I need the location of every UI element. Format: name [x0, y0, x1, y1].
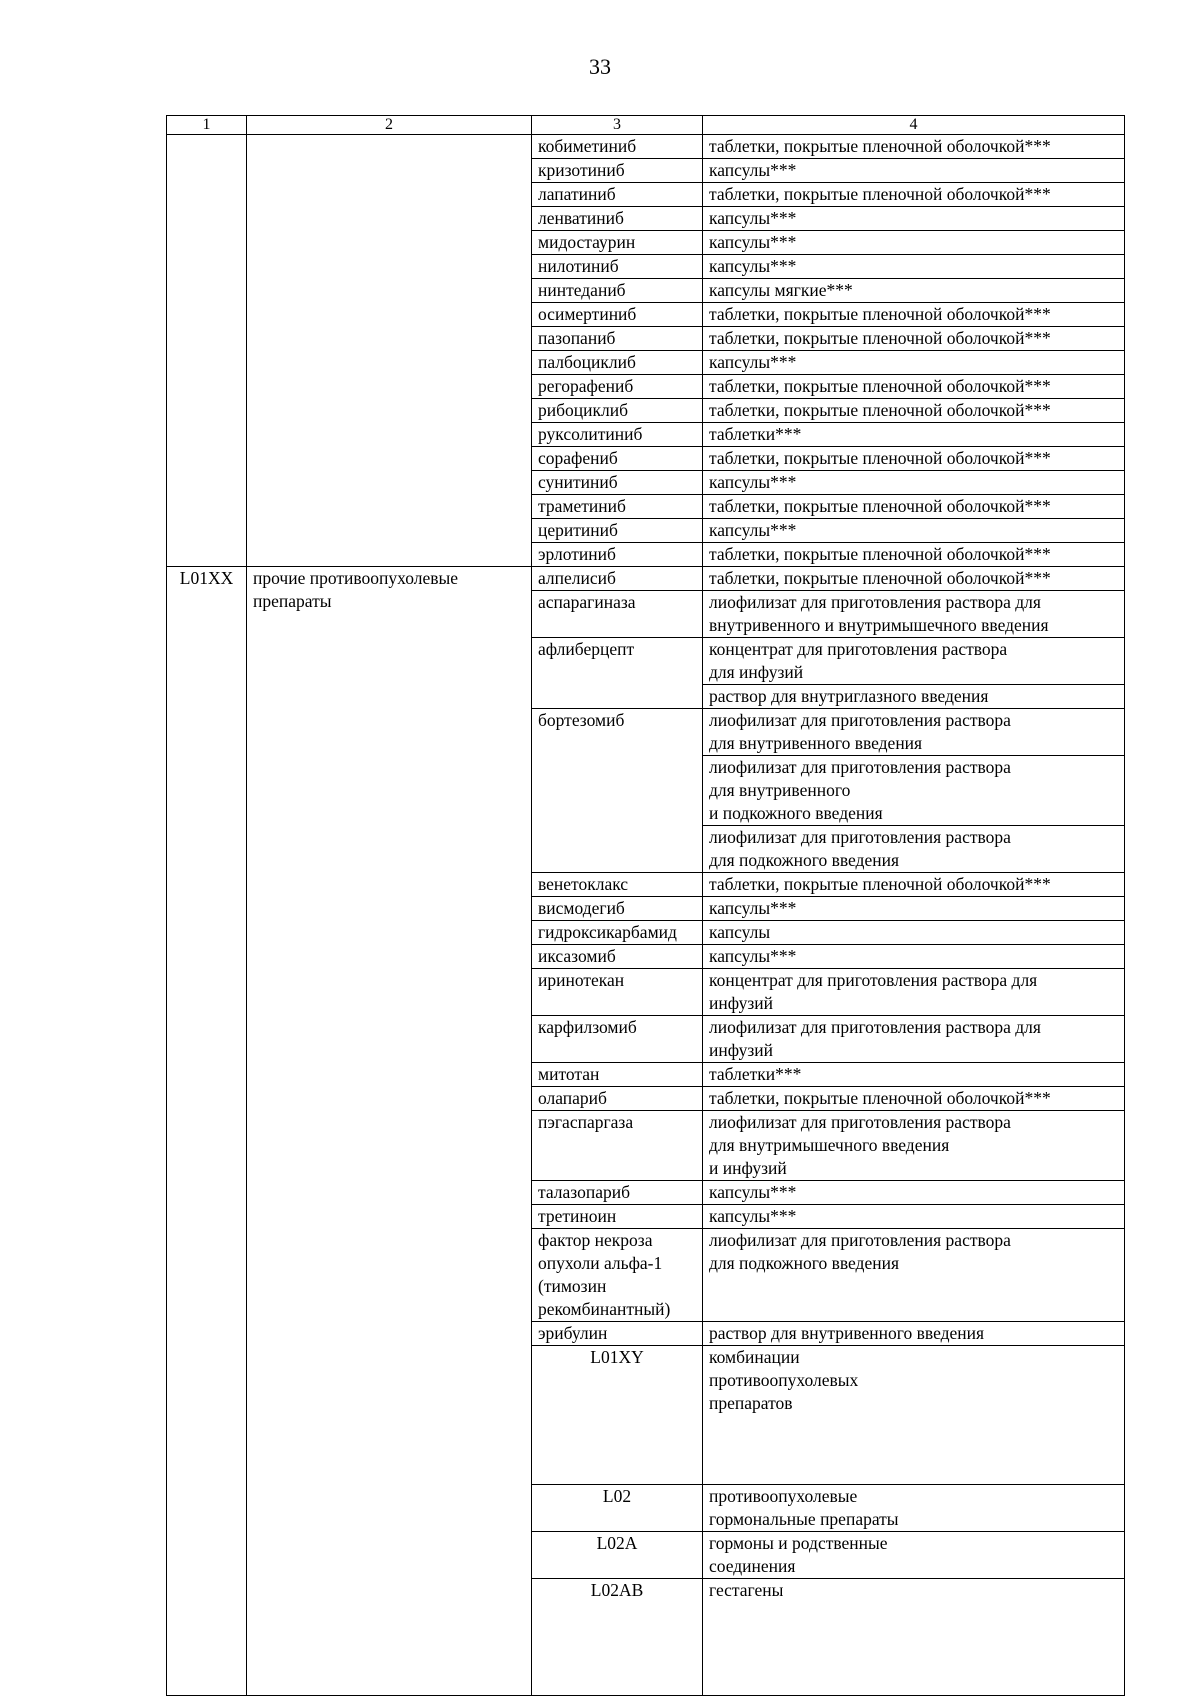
- dosage-form-cell: таблетки***: [703, 423, 1125, 447]
- dosage-form-cell: капсулы мягкие***: [703, 279, 1125, 303]
- dosage-form-cell: лиофилизат для приготовления раствора для внутривенного и подкожного введения: [703, 756, 1125, 826]
- medication-table: [166, 115, 1125, 1696]
- drug-name-cell: мидостаурин: [532, 231, 703, 255]
- dosage-form-cell: раствор для внутривенного введения: [703, 1322, 1125, 1346]
- drug-name-cell: пазопаниб: [532, 327, 703, 351]
- drug-name-cell: венетоклакс: [532, 873, 703, 897]
- drug-name-cell: эрибулин: [532, 1322, 703, 1346]
- group-name-cell: противоопухолевые гормональные препараты: [703, 1485, 1125, 1532]
- drug-name-cell: карфилзомиб: [532, 1016, 703, 1063]
- dosage-form-cell: капсулы***: [703, 159, 1125, 183]
- column-header: 1: [167, 116, 247, 135]
- dosage-form-cell: таблетки, покрытые пленочной оболочкой***: [703, 873, 1125, 897]
- drug-name-cell: регорафениб: [532, 375, 703, 399]
- group-name-cell: гормоны и родственные соединения: [703, 1532, 1125, 1579]
- dosage-form-cell: капсулы***: [703, 519, 1125, 543]
- group-name-cell: гестагены: [703, 1579, 1125, 1696]
- table-row: [167, 567, 1125, 591]
- dosage-form-cell: лиофилизат для приготовления раствора для внутривенного и внутримышечного введения: [703, 591, 1125, 638]
- dosage-form-cell: таблетки, покрытые пленочной оболочкой***: [703, 183, 1125, 207]
- drug-name-cell: кризотиниб: [532, 159, 703, 183]
- atc-code-cell: L01XY: [532, 1346, 703, 1485]
- drug-name-cell: иринотекан: [532, 969, 703, 1016]
- drug-name-cell: гидроксикарбамид: [532, 921, 703, 945]
- drug-name-cell: траметиниб: [532, 495, 703, 519]
- dosage-form-cell: капсулы: [703, 921, 1125, 945]
- drug-name-cell: аспарагиназа: [532, 591, 703, 638]
- group-name-cell: комбинации противоопухолевых препаратов: [703, 1346, 1125, 1485]
- drug-name-cell: сорафениб: [532, 447, 703, 471]
- dosage-form-cell: капсулы***: [703, 897, 1125, 921]
- drug-name-cell: афлиберцепт: [532, 638, 703, 709]
- drug-name-cell: осимертиниб: [532, 303, 703, 327]
- dosage-form-cell: капсулы***: [703, 471, 1125, 495]
- dosage-form-cell: таблетки, покрытые пленочной оболочкой***: [703, 399, 1125, 423]
- drug-name-cell: кобиметиниб: [532, 135, 703, 159]
- drug-name-cell: рибоциклиб: [532, 399, 703, 423]
- dosage-form-cell: концентрат для приготовления раствора для инфузий: [703, 969, 1125, 1016]
- dosage-form-cell: лиофилизат для приготовления раствора для внутримышечного введения и инфузий: [703, 1111, 1125, 1181]
- dosage-form-cell: таблетки, покрытые пленочной оболочкой***: [703, 447, 1125, 471]
- page-number: 33: [589, 54, 611, 79]
- dosage-form-cell: таблетки***: [703, 1063, 1125, 1087]
- atc-code-cell: L02AB: [532, 1579, 703, 1696]
- dosage-form-cell: капсулы***: [703, 207, 1125, 231]
- atc-code-cell: L02: [532, 1485, 703, 1532]
- dosage-form-cell: лиофилизат для приготовления раствора для подкожного введения: [703, 826, 1125, 873]
- table-row: [167, 135, 1125, 159]
- dosage-form-cell: лиофилизат для приготовления раствора для внутривенного введения: [703, 709, 1125, 756]
- dosage-form-cell: лиофилизат для приготовления раствора для подкожного введения: [703, 1229, 1125, 1322]
- dosage-form-cell: концентрат для приготовления раствора для инфузий: [703, 638, 1125, 685]
- dosage-form-cell: таблетки, покрытые пленочной оболочкой***: [703, 1087, 1125, 1111]
- dosage-form-cell: таблетки, покрытые пленочной оболочкой***: [703, 543, 1125, 567]
- medication-table-body: [167, 116, 1125, 1696]
- dosage-form-cell: таблетки, покрытые пленочной оболочкой***: [703, 375, 1125, 399]
- dosage-form-cell: таблетки, покрытые пленочной оболочкой***: [703, 135, 1125, 159]
- dosage-form-cell: капсулы***: [703, 351, 1125, 375]
- dosage-form-cell: капсулы***: [703, 1181, 1125, 1205]
- dosage-form-cell: капсулы***: [703, 1205, 1125, 1229]
- drug-name-cell: руксолитиниб: [532, 423, 703, 447]
- group-name-cell: прочие противоопухолевые препараты: [247, 567, 532, 1696]
- dosage-form-cell: таблетки, покрытые пленочной оболочкой***: [703, 567, 1125, 591]
- dosage-form-cell: капсулы***: [703, 231, 1125, 255]
- drug-name-cell: нинтеданиб: [532, 279, 703, 303]
- drug-name-cell: иксазомиб: [532, 945, 703, 969]
- dosage-form-cell: раствор для внутриглазного введения: [703, 685, 1125, 709]
- drug-name-cell: ленватиниб: [532, 207, 703, 231]
- dosage-form-cell: таблетки, покрытые пленочной оболочкой***: [703, 303, 1125, 327]
- drug-name-cell: лапатиниб: [532, 183, 703, 207]
- dosage-form-cell: таблетки, покрытые пленочной оболочкой***: [703, 327, 1125, 351]
- drug-name-cell: бортезомиб: [532, 709, 703, 873]
- drug-name-cell: фактор некроза опухоли альфа-1 (тимозин рекомбинантный): [532, 1229, 703, 1322]
- drug-name-cell: третиноин: [532, 1205, 703, 1229]
- drug-name-cell: олапариб: [532, 1087, 703, 1111]
- column-header: 3: [532, 116, 703, 135]
- drug-name-cell: нилотиниб: [532, 255, 703, 279]
- group-name-cell: [247, 135, 532, 567]
- dosage-form-cell: капсулы***: [703, 945, 1125, 969]
- dosage-form-cell: лиофилизат для приготовления раствора для инфузий: [703, 1016, 1125, 1063]
- drug-name-cell: эрлотиниб: [532, 543, 703, 567]
- atc-code-cell: L02A: [532, 1532, 703, 1579]
- drug-name-cell: сунитиниб: [532, 471, 703, 495]
- dosage-form-cell: таблетки, покрытые пленочной оболочкой***: [703, 495, 1125, 519]
- drug-name-cell: церитиниб: [532, 519, 703, 543]
- dosage-form-cell: капсулы***: [703, 255, 1125, 279]
- atc-code-cell: L01XX: [167, 567, 247, 1696]
- column-header: 4: [703, 116, 1125, 135]
- drug-name-cell: висмодегиб: [532, 897, 703, 921]
- drug-name-cell: митотан: [532, 1063, 703, 1087]
- drug-name-cell: пэгаспаргаза: [532, 1111, 703, 1181]
- column-header: 2: [247, 116, 532, 135]
- table-header-row: [167, 116, 1125, 135]
- drug-name-cell: талазопариб: [532, 1181, 703, 1205]
- drug-name-cell: палбоциклиб: [532, 351, 703, 375]
- atc-code-cell: [167, 135, 247, 567]
- drug-name-cell: алпелисиб: [532, 567, 703, 591]
